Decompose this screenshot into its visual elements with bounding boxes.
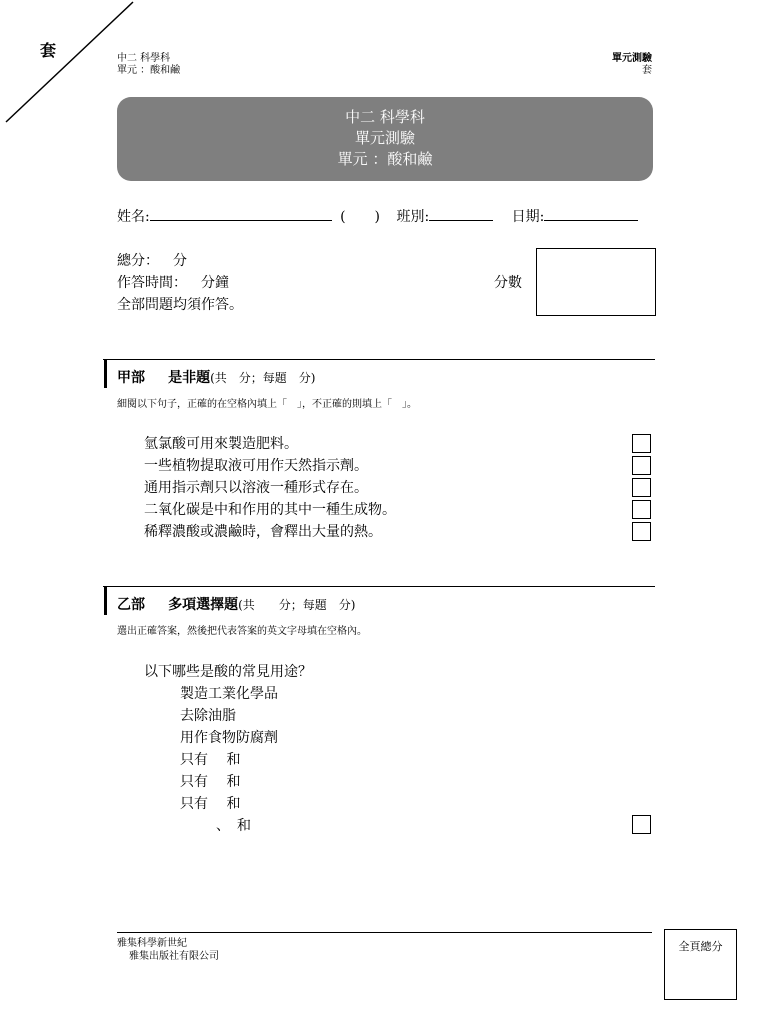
total-marks-unit: 分: [173, 253, 187, 269]
class-field[interactable]: [429, 208, 493, 221]
class-number-close: ): [374, 209, 381, 225]
page-total-box[interactable]: [664, 929, 737, 1000]
tf-answer-box-2[interactable]: [632, 456, 651, 475]
tf-statement-3: 通用指示劑只以溶液一種形式存在。: [144, 480, 368, 496]
mc-option-b: 只有 和: [180, 774, 241, 790]
tf-answer-box-3[interactable]: [632, 478, 651, 497]
title-banner: [117, 97, 653, 181]
tf-statement-1: 氫氯酸可用來製造肥料。: [144, 436, 298, 452]
section-a-name: 甲部: [117, 370, 145, 386]
tf-answer-box-4[interactable]: [632, 500, 651, 519]
name-field[interactable]: [150, 208, 332, 221]
mc-option-a: 只有 和: [180, 752, 241, 768]
mc-option-d: 、 和: [202, 818, 251, 834]
section-b-bar: [104, 587, 107, 615]
section-b-title: 多項選擇題: [168, 597, 239, 613]
section-b-instruction: 選出正確答案，然後把代表答案的英文字母填在空格內。: [117, 626, 367, 637]
class-number-open: (: [340, 209, 346, 225]
date-label: 日期:: [511, 209, 545, 225]
section-b-heading: [117, 594, 355, 614]
tf-answer-box-1[interactable]: [632, 434, 651, 453]
student-info-row: [117, 206, 657, 226]
tf-statement-2: 一些植物提取液可用作天然指示劑。: [144, 458, 368, 474]
header-right: [612, 53, 652, 77]
test-meta: [117, 250, 243, 316]
section-a-marks: (共 分；每題 分): [210, 371, 316, 385]
footer-publisher: [117, 937, 219, 963]
mc-item-1: 製造工業化學品: [180, 686, 278, 702]
section-b-rule: [103, 586, 655, 587]
answer-all-note: 全部問題均須作答。: [117, 297, 243, 313]
page-total-label: 全頁總分: [678, 940, 723, 953]
time-label: 作答時間：: [117, 275, 187, 291]
section-b-marks: (共 分；每題 分): [238, 598, 356, 612]
total-marks-label: 總分：: [117, 253, 159, 269]
mc-item-2: 去除油脂: [180, 708, 236, 724]
date-field[interactable]: [544, 208, 638, 221]
section-a-bar: [104, 360, 107, 388]
class-label: 班別:: [396, 209, 430, 225]
tf-statement-4: 二氧化碳是中和作用的其中一種生成物。: [144, 502, 396, 518]
mc-option-c: 只有 和: [180, 796, 241, 812]
section-b-name: 乙部: [117, 597, 145, 613]
header-set: 套: [642, 65, 652, 76]
header-subject: 中二 科學科: [117, 53, 171, 64]
header-test-title: 單元測驗: [612, 53, 652, 64]
section-a-instruction: 細閱以下句子，正確的在空格內填上「 」，不正確的則填上「 」。: [117, 399, 417, 410]
banner-unit: 單元 ：酸和鹼: [337, 150, 433, 168]
corner-set-label: 套: [40, 41, 57, 60]
tf-statement-5: 稀釋濃酸或濃鹼時，會釋出大量的熱。: [144, 524, 382, 540]
section-a-title: 是非題: [168, 370, 211, 386]
tf-statements: [144, 433, 396, 543]
header-left: [117, 53, 180, 77]
banner-subject: 中二 科學科: [345, 108, 425, 126]
footer-rule: [117, 932, 652, 933]
mc-item-3: 用作食物防腐劑: [180, 730, 278, 746]
mc-answer-box[interactable]: [632, 815, 651, 834]
tf-answer-box-5[interactable]: [632, 522, 651, 541]
time-unit: 分鐘: [201, 275, 229, 291]
score-box[interactable]: [536, 248, 656, 316]
name-label: 姓名:: [117, 209, 150, 225]
footer-series: 雅集科學新世紀: [117, 938, 187, 949]
score-label: 分數: [494, 275, 522, 291]
section-a-heading: [117, 367, 315, 387]
banner-test: 單元測驗: [354, 129, 415, 147]
section-a-rule: [103, 359, 655, 360]
header-unit: 單元 ：酸和鹼: [117, 65, 181, 76]
mc-question: 以下哪些是酸的常見用途？: [144, 664, 312, 680]
footer-company: 雅集出版社有限公司: [129, 951, 219, 962]
mc-items: [180, 683, 278, 837]
